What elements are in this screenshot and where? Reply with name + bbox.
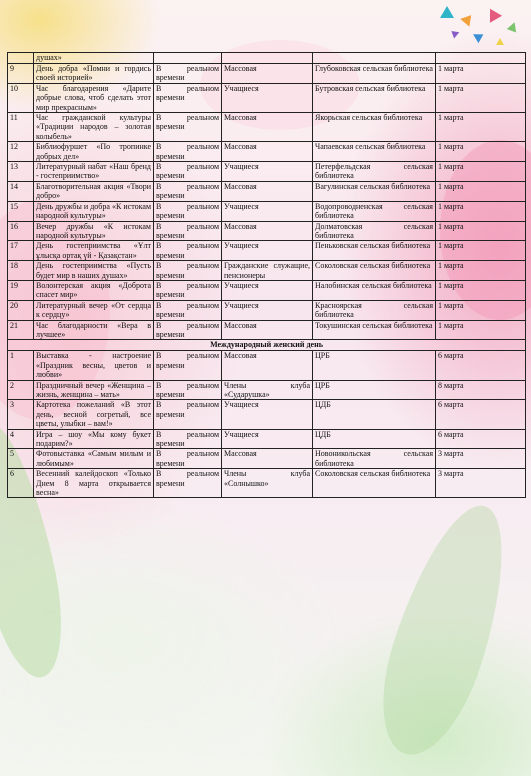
row-number: 14 [8, 181, 34, 201]
row-number: 9 [8, 64, 34, 84]
section-row [8, 340, 526, 351]
format-cell: В реальном времени [154, 142, 222, 162]
format-cell: В реальном времени [154, 181, 222, 201]
format-cell: В реальном времени [154, 400, 222, 429]
row-number: 5 [8, 449, 34, 469]
event-cell: Фотовыставка «Самым милым и любимым» [34, 449, 154, 469]
date-cell: 1 марта [436, 280, 526, 300]
venue-cell: Новоникольская сельская библиотека [313, 449, 436, 469]
audience-cell: Учащиеся [222, 201, 313, 221]
row-number: 15 [8, 201, 34, 221]
event-cell: Час благодарности «Вера в лучшее» [34, 320, 154, 340]
section-title: Международный женский день [8, 340, 526, 351]
audience-cell: Гражданские служащие, пенсионеры [222, 261, 313, 281]
format-cell: В реальном времени [154, 83, 222, 112]
audience-cell: Массовая [222, 351, 313, 380]
row-number: 1 [8, 351, 34, 380]
row-number: 20 [8, 300, 34, 320]
venue-cell: ЦДБ [313, 429, 436, 449]
format-cell: В реальном времени [154, 429, 222, 449]
table-row [8, 449, 526, 469]
venue-cell: Водопроводненская сельская библиотека [313, 201, 436, 221]
table-row [8, 280, 526, 300]
date-cell: 1 марта [436, 83, 526, 112]
venue-cell: Соколовская сельская библиотека [313, 469, 436, 498]
format-cell: В реальном времени [154, 469, 222, 498]
table-row [8, 64, 526, 84]
format-cell: В реальном времени [154, 280, 222, 300]
leaf-decoration [362, 492, 528, 767]
table-row [8, 351, 526, 380]
event-cell: Волонтерская акция «Доброта спасет мир» [34, 280, 154, 300]
venue-cell: Налобинская сельская библиотека [313, 280, 436, 300]
date-cell: 1 марта [436, 64, 526, 84]
venue-cell: Соколовская сельская библиотека [313, 261, 436, 281]
row-number: 4 [8, 429, 34, 449]
venue-cell: Токушинская сельская библиотека [313, 320, 436, 340]
event-cell: Весенний калейдоскоп «Только Днем 8 марта открывается весна» [34, 469, 154, 498]
date-cell: 1 марта [436, 300, 526, 320]
event-cell: Благотворительная акция «Твори добро» [34, 181, 154, 201]
venue-cell: ЦРБ [313, 351, 436, 380]
audience-cell: Члены клуба «Солнышко» [222, 469, 313, 498]
venue-cell: ЦРБ [313, 380, 436, 400]
venue-cell: Петерфельдская сельская библиотека [313, 162, 436, 182]
table-row [8, 241, 526, 261]
venue-cell: Вагулинская сельская библиотека [313, 181, 436, 201]
row-number: 6 [8, 469, 34, 498]
venue-cell: ЦДБ [313, 400, 436, 429]
format-cell: В реальном времени [154, 300, 222, 320]
date-cell: 1 марта [436, 142, 526, 162]
event-cell: Литературный вечер «От сердца к сердцу» [34, 300, 154, 320]
venue-cell: Якорьская сельская библиотека [313, 113, 436, 142]
audience-cell: Учащиеся [222, 429, 313, 449]
date-cell: 1 марта [436, 241, 526, 261]
table-row [8, 320, 526, 340]
format-cell: В реальном времени [154, 162, 222, 182]
table-row [8, 429, 526, 449]
event-cell: Литературный набат «Наш бренд - гостеприимство» [34, 162, 154, 182]
event-cell: День гостеприимства «Ұлт ұлысқа ортақ үй - Қазақстан» [34, 241, 154, 261]
venue-cell: Красноярская сельская библиотека [313, 300, 436, 320]
date-cell: 6 марта [436, 429, 526, 449]
audience-cell: Учащиеся [222, 300, 313, 320]
table-row [8, 201, 526, 221]
format-cell: В реальном времени [154, 221, 222, 241]
audience-cell: Учащиеся [222, 162, 313, 182]
date-cell: 1 марта [436, 221, 526, 241]
row-number: 2 [8, 380, 34, 400]
table-row [8, 53, 526, 64]
date-cell: 6 марта [436, 351, 526, 380]
format-cell: В реальном времени [154, 449, 222, 469]
audience-cell: Массовая [222, 181, 313, 201]
date-cell: 1 марта [436, 181, 526, 201]
event-cell: Выставка - настроение «Праздник весны, цветов и любви» [34, 351, 154, 380]
table-row [8, 300, 526, 320]
date-cell: 8 марта [436, 380, 526, 400]
venue-cell: Глубоковская сельская библиотека [313, 64, 436, 84]
row-number: 16 [8, 221, 34, 241]
table-row [8, 162, 526, 182]
event-cell: Час благодарения «Дарите добрые слова, чтоб сделать этот мир прекрасным» [34, 83, 154, 112]
event-cell: День добра «Помни и гордись своей историей» [34, 64, 154, 84]
format-cell: В реальном времени [154, 113, 222, 142]
date-cell: 6 марта [436, 400, 526, 429]
event-cell: Праздничный вечер «Женщина – жизнь, женщина – мать» [34, 380, 154, 400]
audience-cell: Учащиеся [222, 83, 313, 112]
audience-cell: Массовая [222, 320, 313, 340]
format-cell: В реальном времени [154, 64, 222, 84]
row-number: 12 [8, 142, 34, 162]
venue-cell: Бутровская сельская библиотека [313, 83, 436, 112]
date-cell: 1 марта [436, 113, 526, 142]
format-cell: В реальном времени [154, 201, 222, 221]
audience-cell: Массовая [222, 221, 313, 241]
audience-cell: Учащиеся [222, 280, 313, 300]
event-cell: Картотека пожеланий «В этот день, весной согретый, все цветы, улыбки – вам!» [34, 400, 154, 429]
venue-cell: Чапаевская сельская библиотека [313, 142, 436, 162]
audience-cell: Массовая [222, 449, 313, 469]
table-row [8, 113, 526, 142]
row-number: 21 [8, 320, 34, 340]
row-number: 17 [8, 241, 34, 261]
format-cell: В реальном времени [154, 241, 222, 261]
row-number: 11 [8, 113, 34, 142]
row-number: 18 [8, 261, 34, 281]
event-cell: Игра – шоу «Мы кому букет подарим?» [34, 429, 154, 449]
date-cell: 3 марта [436, 469, 526, 498]
row-number: 19 [8, 280, 34, 300]
venue-cell: Долматовская сельская библиотека [313, 221, 436, 241]
event-cell: Библиофуршет «По тропинке добрых дел» [34, 142, 154, 162]
date-cell: 3 марта [436, 449, 526, 469]
audience-cell: Массовая [222, 142, 313, 162]
date-cell: 1 марта [436, 261, 526, 281]
audience-cell: Учащиеся [222, 241, 313, 261]
format-cell: В реальном времени [154, 380, 222, 400]
table-row [8, 142, 526, 162]
event-cell: душах» [34, 53, 154, 64]
audience-cell: Члены клуба «Сударушка» [222, 380, 313, 400]
date-cell: 1 марта [436, 162, 526, 182]
row-number: 10 [8, 83, 34, 112]
format-cell: В реальном времени [154, 351, 222, 380]
table-row [8, 221, 526, 241]
audience-cell: Учащиеся [222, 400, 313, 429]
events-table [7, 52, 526, 498]
date-cell: 1 марта [436, 320, 526, 340]
event-cell: Час гражданской культуры «Традиции народов – золотая колыбель» [34, 113, 154, 142]
table-row [8, 400, 526, 429]
table-row [8, 83, 526, 112]
row-number: 13 [8, 162, 34, 182]
event-cell: День гостеприимства «Пусть будет мир в наших душах» [34, 261, 154, 281]
venue-cell: Пеньковская сельская библиотека [313, 241, 436, 261]
table-row [8, 261, 526, 281]
table-row [8, 380, 526, 400]
event-cell: День дружбы и добра «К истокам народной культуры» [34, 201, 154, 221]
table-row [8, 181, 526, 201]
audience-cell: Массовая [222, 64, 313, 84]
table-row [8, 469, 526, 498]
audience-cell: Массовая [222, 113, 313, 142]
format-cell: В реальном времени [154, 320, 222, 340]
event-cell: Вечер дружбы «К истокам народной культуры» [34, 221, 154, 241]
date-cell: 1 марта [436, 201, 526, 221]
row-number: 3 [8, 400, 34, 429]
format-cell: В реальном времени [154, 261, 222, 281]
